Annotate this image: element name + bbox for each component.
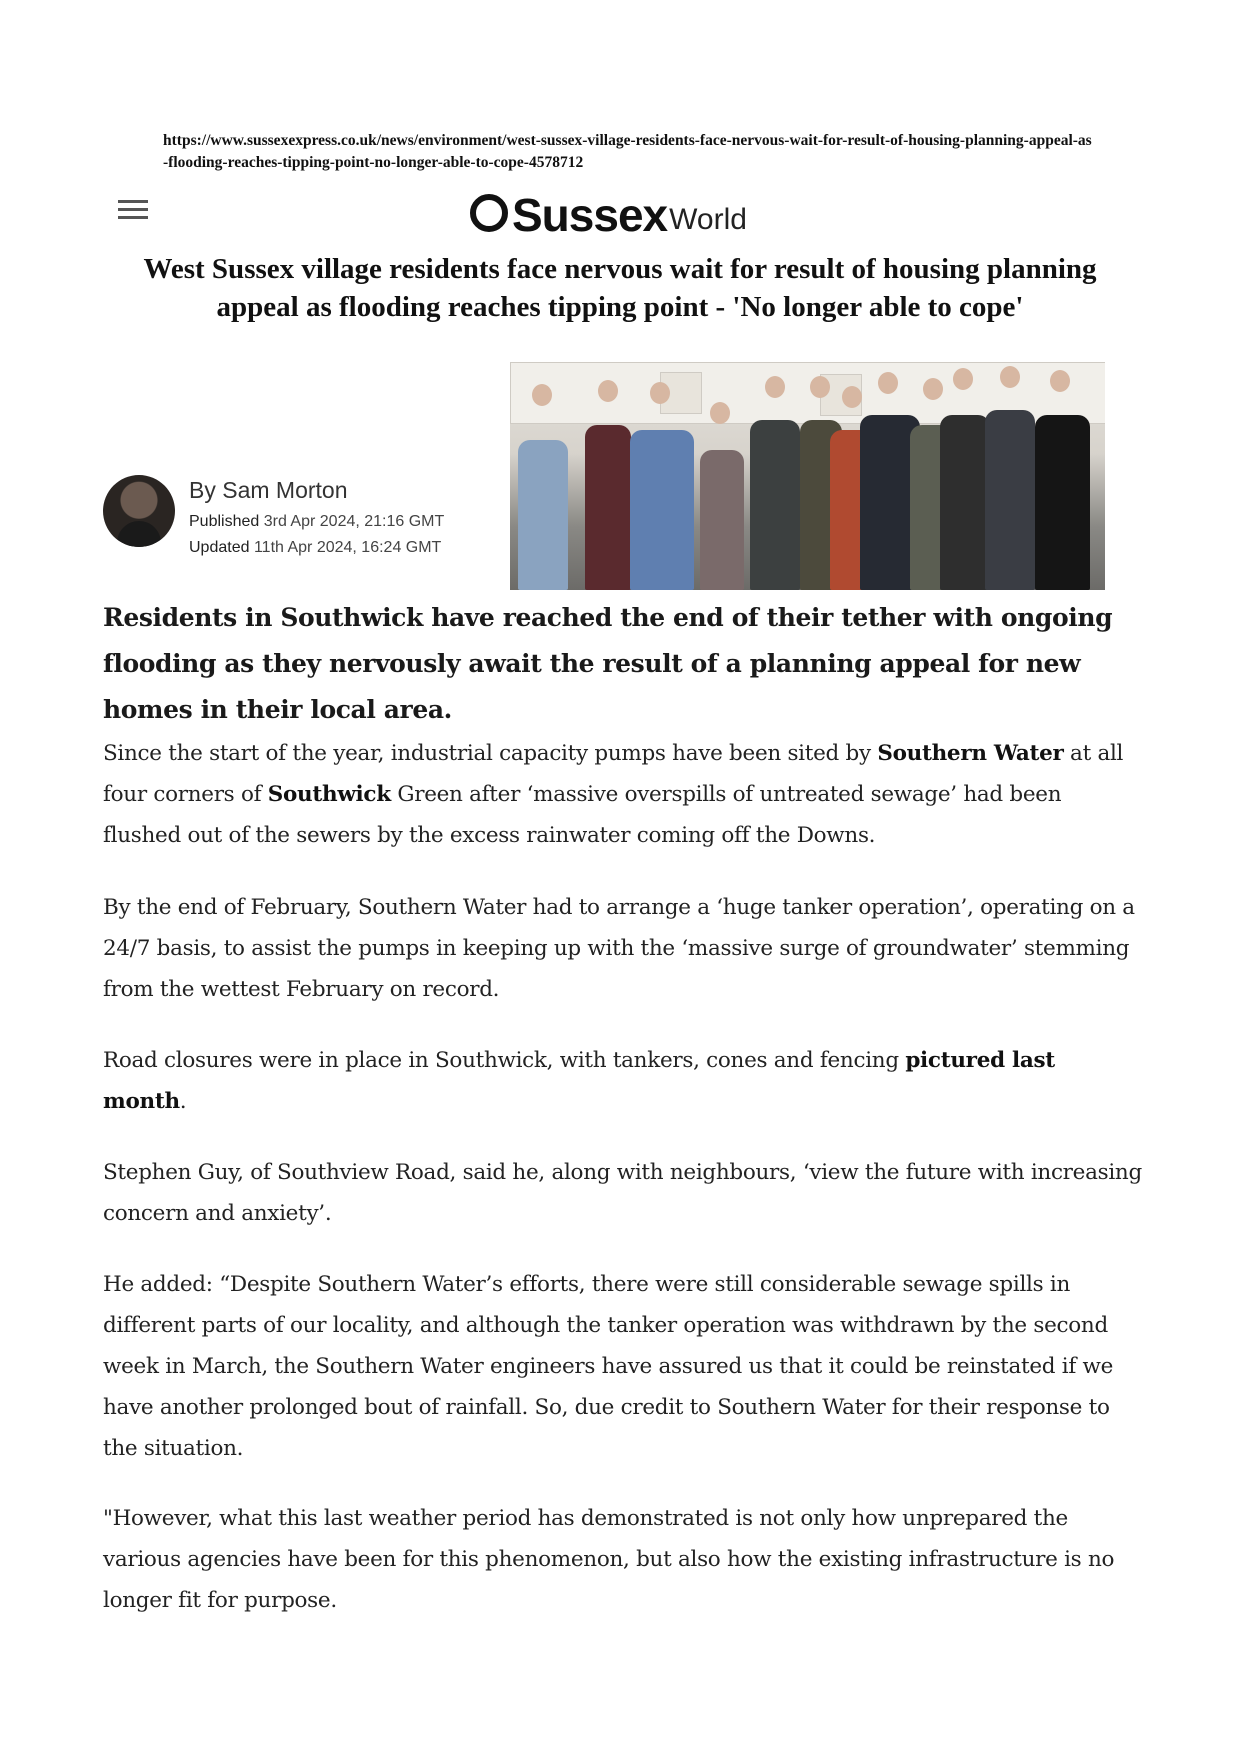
published-label: Published [189, 513, 260, 530]
logo-sub-text: World [669, 203, 747, 236]
site-logo[interactable] [470, 188, 747, 241]
author-avatar[interactable] [103, 475, 175, 547]
article-url[interactable]: https://www.sussexexpress.co.uk/news/environment/west-sussex-village-residents-face-nervous-wait-for-result-of-housing-planning-appeal-as-flooding-reaches-tipping-point-no-longer-able-to-cope-4578712 [163, 132, 1092, 171]
para-text: Since the start of the year, industrial capacity pumps have been sited by [103, 741, 878, 766]
photo-head [765, 376, 785, 398]
article-headline: West Sussex village residents face nervous wait for result of housing planning appeal as flooding reaches tipping point - 'No longer able to cope' [143, 253, 1097, 323]
article-photo[interactable] [510, 362, 1105, 590]
photo-person [985, 410, 1035, 590]
article-paragraph [103, 1040, 1143, 1122]
author-name[interactable]: By Sam Morton [189, 477, 348, 503]
updated-value: 11th Apr 2024, 16:24 GMT [253, 539, 442, 556]
para-text: Green after ‘massive overspills of untreated sewage’ had been flushed out of the sewers by the excess rainwater coming off the Downs. [103, 782, 1062, 848]
article-paragraph: He added: “Despite Southern Water’s efforts, there were still considerable sewage spills in different parts of our locality, and although the tanker operation was withdrawn by the second week in March, the Southern Water engineers have assured us that it could be reinstated if we have another prolonged bout of rainfall. So, due credit to Southern Water for their response to the situation. [103, 1272, 1114, 1461]
link-southern-water[interactable]: Southern Water [877, 741, 1064, 766]
photo-person [1035, 415, 1090, 590]
article-paragraph: Stephen Guy, of Southview Road, said he, along with neighbours, ‘view the future with increasing concern and anxiety’. [103, 1160, 1142, 1226]
photo-head [1050, 370, 1070, 392]
photo-person [700, 450, 744, 590]
para-text: Road closures were in place in Southwick, with tankers, cones and fencing [103, 1048, 906, 1073]
photo-person [750, 420, 800, 590]
hamburger-menu-icon[interactable] [118, 200, 148, 222]
published-date [189, 513, 444, 531]
photo-head [598, 380, 618, 402]
link-pictured-last-month[interactable]: pictured last month [103, 1048, 1055, 1114]
article-paragraph: "However, what this last weather period has demonstrated is not only how unprepared the various agencies have been for this phenomenon, but also how the existing infrastructure is no longer fit for purpose. [103, 1506, 1115, 1613]
article-paragraph: By the end of February, Southern Water had to arrange a ‘huge tanker operation’, operating on a 24/7 basis, to assist the pumps in keeping up with the ‘massive surge of groundwater’ stemming from the wettest February on record. [103, 895, 1135, 1002]
photo-head [842, 386, 862, 408]
photo-head [1000, 366, 1020, 388]
updated-label: Updated [189, 539, 250, 556]
photo-person [518, 440, 568, 590]
photo-head [710, 402, 730, 424]
para-text: at all four corners of [103, 741, 1124, 807]
author-byline [103, 475, 503, 555]
photo-head [810, 376, 830, 398]
photo-head [878, 372, 898, 394]
article-paragraph [103, 733, 1143, 856]
photo-person [585, 425, 631, 590]
link-southwick[interactable]: Southwick [267, 782, 391, 807]
para-text: . [179, 1089, 187, 1114]
photo-head [953, 368, 973, 390]
updated-date [189, 539, 441, 557]
photo-head [650, 382, 670, 404]
logo-main-text: Sussex [512, 189, 668, 241]
logo-ring-icon [470, 194, 508, 232]
photo-head [923, 378, 943, 400]
photo-person [940, 415, 990, 590]
article-lead: Residents in Southwick have reached the end of their tether with ongoing flooding as they nervously await the result of a planning appeal for new homes in their local area. [103, 603, 1113, 724]
photo-person [630, 430, 694, 590]
photo-head [532, 384, 552, 406]
published-value: 3rd Apr 2024, 21:16 GMT [263, 513, 445, 530]
